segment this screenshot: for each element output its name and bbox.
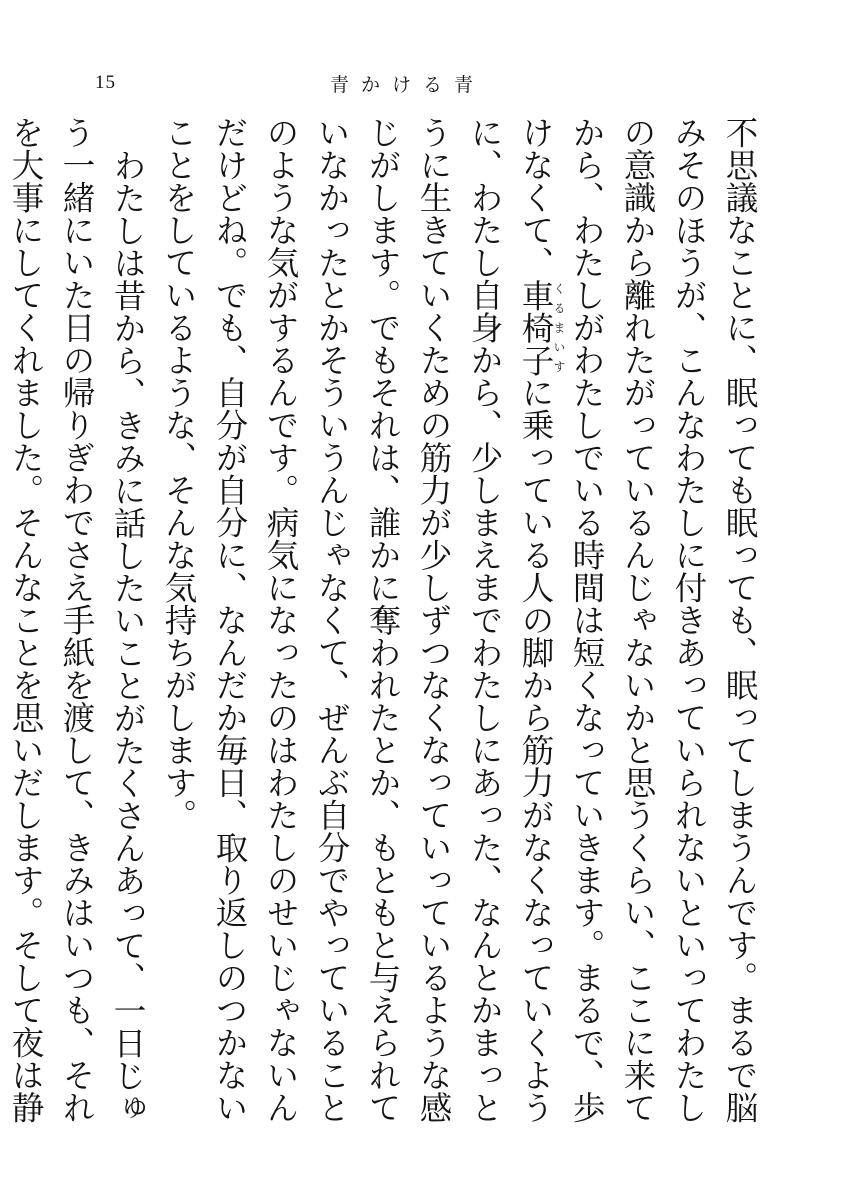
paragraph-2: わたしは昔から、きみに話したいことがたくさんあって、一日じゅう一緒にいた日の帰りぎわでさえ手紙を渡して、きみはいつも、それを大事にしてくれました。そんなことを思いだします。そして夜は静 xyxy=(7,116,147,1124)
paragraph-1-part-a: 不思議なことに、眠っても眠っても、眠ってしまうんです。まるで脳みそのほうが、こんなわたしに付きあっていられないといってわたしの意識から離れたがっているんじゃないかと思うくらい、ここに来てから、わたしがわたしでいる時間は短くなっていきます。まるで、歩けなくて、 xyxy=(517,116,759,1124)
ruby-base: 車椅子 xyxy=(517,278,555,376)
paragraph-1 xyxy=(153,116,765,1126)
running-title: 青かける青 xyxy=(330,74,486,96)
furigana-kurumaisu xyxy=(517,278,566,377)
ruby-reading: くるまいす xyxy=(552,278,566,376)
paragraph-1-part-b: に乗っている人の脚から筋力がなくなっていくように、わたし自身から、少しまえまでわたしにあった、なんとかまっとうに生きていくための筋力が少しずつなくなっていっているような感じがします。でもそれは、誰かに奪われたとか、もともと与えられていなかったとかそういうんじゃなくて、ぜんぶ自分でやっていることのような気がするんです。病気になったのはわたしのせいじゃないんだけどね。でも、自分が自分に、なんだか毎日、取り返しのつかないことをしているような、そんな気持ちがします。 xyxy=(160,116,555,1124)
page-number: 15 xyxy=(95,72,116,93)
body-text xyxy=(7,116,765,1126)
